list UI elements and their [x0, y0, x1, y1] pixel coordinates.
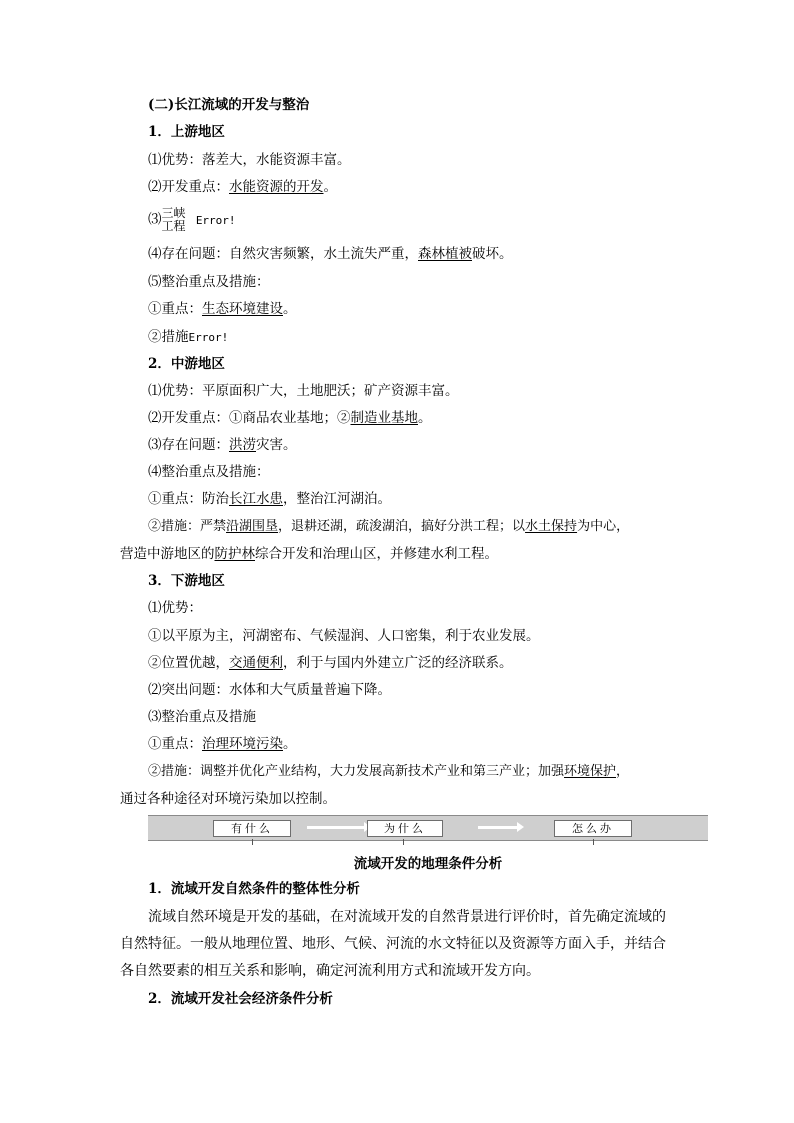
- text-span: ①重点：: [148, 736, 202, 752]
- text-span: ⑷存在问题：自然灾害频繁，水土流失严重，: [148, 246, 418, 262]
- upper-title: 1．上游地区: [148, 124, 225, 140]
- tab-what: 有什么: [213, 820, 291, 837]
- underlined-answer: 水土保持: [525, 519, 578, 534]
- text-span: ②措施：调整并优化产业结构，大力发展高新技术产业和第三产业；加强: [148, 764, 565, 779]
- underlined-answer: 生态环境建设: [202, 301, 283, 317]
- error-placeholder: Error!: [195, 213, 236, 227]
- upper-problems: [148, 245, 513, 263]
- lower-advantage-1: ①以平原为主，河湖密布、气候湿润、人口密集，利于农业发展。: [148, 628, 540, 644]
- lower-problems: ⑵突出问题：水体和大气质量普遍下降。: [148, 682, 391, 698]
- banner-tick: [593, 839, 594, 845]
- section-heading: (二)长江流域的开发与整治: [148, 97, 310, 113]
- steps-banner: [148, 815, 708, 841]
- analysis-paragraph-line: 各自然要素的相互关系和影响，确定河流利用方式和流域开发方向。: [120, 963, 540, 979]
- upper-measures-title: ⑸整治重点及措施：: [148, 274, 270, 290]
- banner-tick: [403, 839, 404, 845]
- banner-tick: [252, 839, 253, 845]
- underlined-answer: 交通便利: [229, 655, 283, 671]
- middle-problems: [148, 436, 297, 454]
- lower-advantage-title: ⑴优势：: [148, 600, 202, 616]
- tab-why: 为什么: [367, 820, 443, 837]
- text-span: 。: [418, 410, 432, 426]
- text-span: 。: [283, 736, 297, 752]
- text-span: 破坏。: [472, 246, 513, 262]
- analysis-heading-2: 2．流域开发社会经济条件分析: [148, 991, 333, 1007]
- middle-key-point: [148, 490, 391, 508]
- lower-advantage-2: [148, 654, 513, 672]
- underlined-answer: 制造业基地: [350, 410, 418, 426]
- underlined-answer: 治理环境污染: [202, 736, 283, 752]
- error-placeholder: Error!: [188, 331, 229, 344]
- lower-measures: [148, 763, 629, 781]
- text-span: 。: [283, 301, 297, 317]
- analysis-paragraph-line: 流域自然环境是开发的基础，在对流域开发的自然背景进行评价时，首先确定流域的: [148, 909, 666, 925]
- stack-top: 三峡: [161, 206, 186, 220]
- middle-dev-focus: [148, 409, 432, 427]
- lower-measures-cont: 通过各种途径对环境污染加以控制。: [120, 791, 336, 807]
- text-span: ①重点：: [148, 301, 202, 317]
- arrow-right-icon: [478, 826, 518, 829]
- arrow-right-icon: [307, 826, 365, 829]
- text-span: ，利于与国内外建立广泛的经济联系。: [283, 655, 513, 671]
- text-span: ①重点：防治: [148, 491, 229, 507]
- middle-measures-cont: [120, 545, 498, 563]
- middle-title: 2．中游地区: [148, 356, 225, 372]
- underlined-answer: 森林植被: [418, 246, 472, 262]
- underlined-answer: 水能资源的开发: [229, 179, 324, 195]
- middle-measures-title: ⑷整治重点及措施：: [148, 464, 270, 480]
- middle-measures: [148, 518, 629, 536]
- tab-how: 怎么办: [554, 820, 632, 837]
- lower-measures-title: ⑶整治重点及措施: [148, 709, 256, 725]
- stack-bottom: 工程: [161, 219, 186, 233]
- upper-three-gorges: [148, 207, 236, 233]
- text-span: ②位置优越，: [148, 655, 229, 671]
- text-span: ⑵开发重点：: [148, 179, 229, 195]
- text-span: 营造中游地区的: [120, 546, 215, 562]
- text-span: ⑶: [148, 211, 162, 228]
- text-span: 综合开发和治理山区，并修建水利工程。: [255, 546, 498, 562]
- text-span: ⑶存在问题：: [148, 437, 229, 453]
- text-span: ②措施：严禁: [148, 519, 227, 534]
- text-span: 。: [323, 179, 337, 195]
- text-span: ⑵开发重点：①商品农业基地；②: [148, 410, 351, 426]
- text-span: 为中心，: [577, 519, 630, 534]
- upper-dev-focus: [148, 178, 337, 196]
- underlined-answer: 沿湖围垦: [226, 519, 279, 534]
- lower-key-point: [148, 735, 297, 753]
- text-span: 灾害。: [256, 437, 297, 453]
- upper-advantage: ⑴优势：落差大，水能资源丰富。: [148, 152, 351, 168]
- analysis-paragraph-line: 自然特征。一般从地理位置、地形、气候、河流的水文特征以及资源等方面入手，并结合: [120, 936, 666, 952]
- underlined-answer: 环境保护: [564, 764, 617, 779]
- upper-key-point: [148, 300, 297, 318]
- text-span: ，: [616, 764, 630, 779]
- text-span: ，整治江河湖泊。: [283, 491, 391, 507]
- three-gorges-stack: [162, 207, 186, 233]
- analysis-section-title: 流域开发的地理条件分析: [353, 856, 503, 872]
- upper-measures: [148, 328, 228, 347]
- lower-title: 3．下游地区: [148, 573, 225, 589]
- underlined-answer: 长江水患: [229, 491, 283, 507]
- text-span: ②措施: [148, 329, 189, 345]
- middle-advantage: ⑴优势：平原面积广大，土地肥沃；矿产资源丰富。: [148, 383, 459, 399]
- underlined-answer: 洪涝: [229, 437, 256, 453]
- text-span: ，退耕还湖，疏浚湖泊，搞好分洪工程；以: [278, 519, 526, 534]
- underlined-answer: 防护林: [214, 546, 255, 562]
- analysis-heading-1: 1．流域开发自然条件的整体性分析: [148, 881, 360, 897]
